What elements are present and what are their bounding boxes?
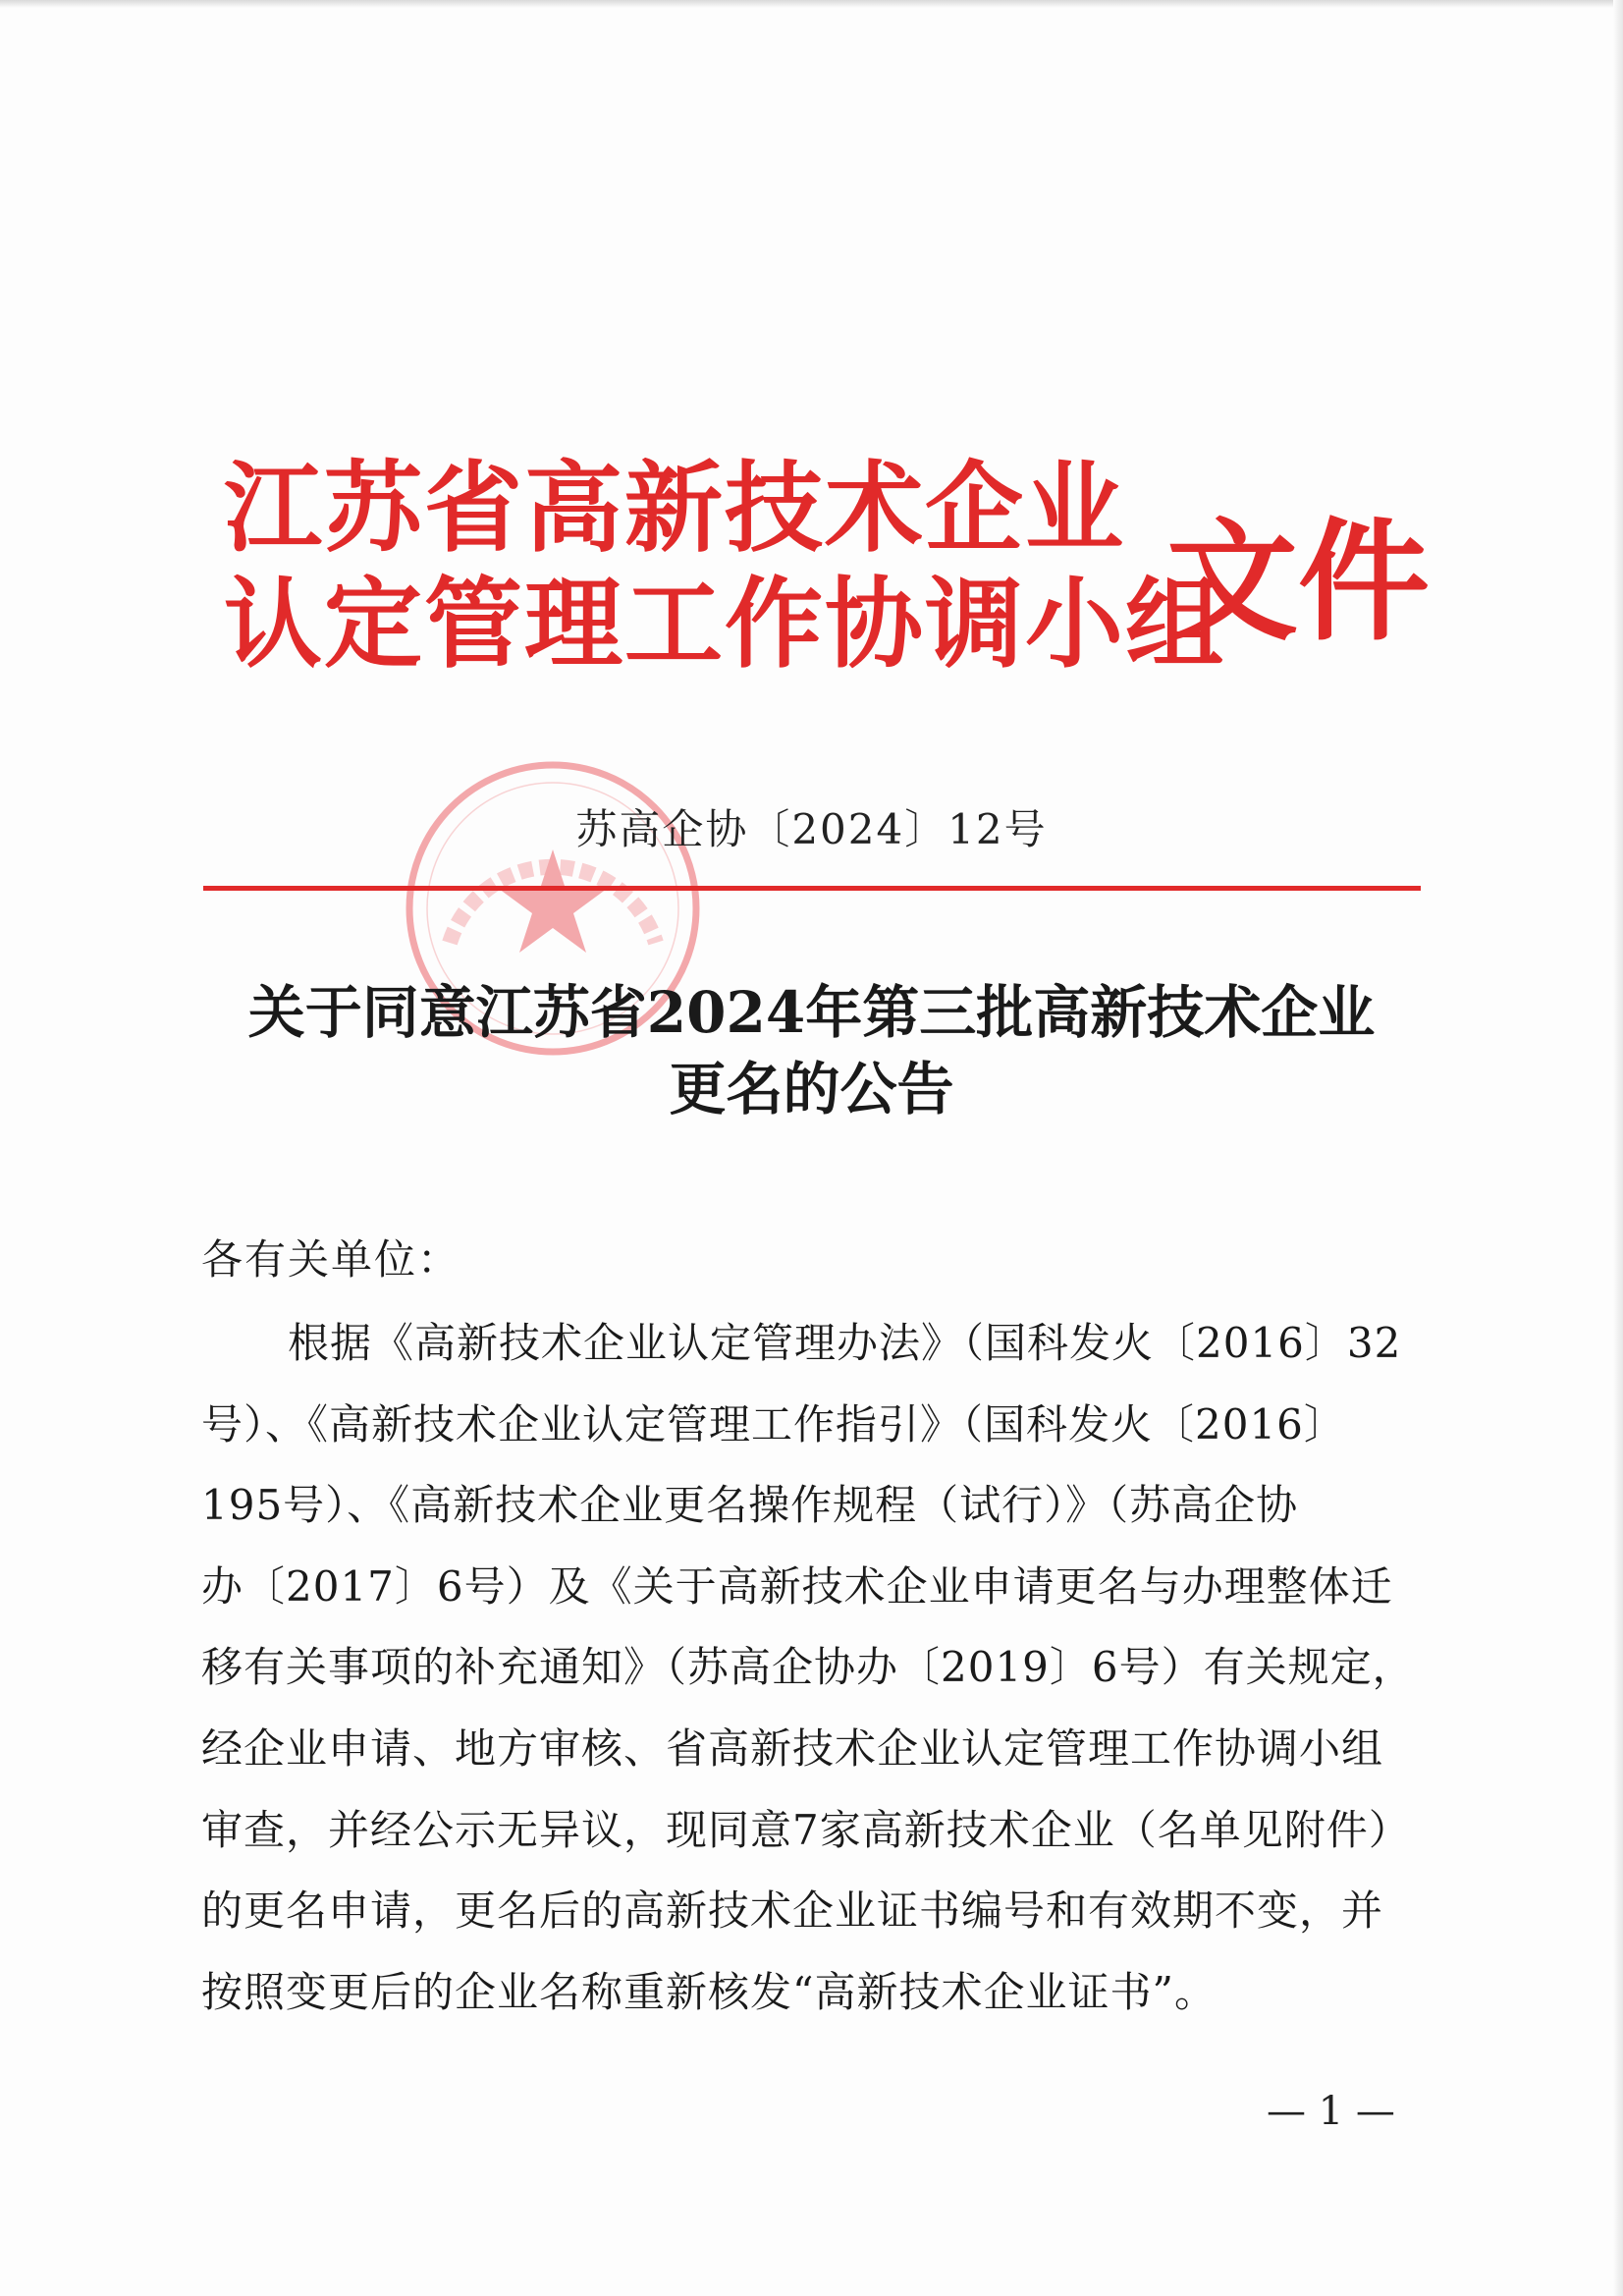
salutation: 各有关单位： <box>201 1235 461 1284</box>
document-title <box>0 974 1623 1127</box>
body-line: 号）、《高新技术企业认定管理工作指引》（国科发火〔2016〕 <box>201 1399 1346 1449</box>
document-word: 文件 <box>1166 506 1431 659</box>
body-line: 办〔2017〕6号）及《关于高新技术企业申请更名与办理整体迁 <box>201 1561 1393 1611</box>
page-number: — 1 — <box>1267 2089 1395 2134</box>
scan-edge-right <box>1613 0 1623 2296</box>
scan-edge-top <box>0 0 1623 8</box>
body-line: 移有关事项的补充通知》（苏高企协办〔2019〕6号）有关规定， <box>201 1643 1415 1692</box>
red-divider <box>203 886 1421 891</box>
body-line: 的更名申请，更名后的高新技术企业证书编号和有效期不变，并 <box>201 1886 1384 1936</box>
body-line: 按照变更后的企业名称重新核发“高新技术企业证书”。 <box>201 1967 1217 2016</box>
document-number: 苏高企协〔2024〕12号 <box>575 805 1048 853</box>
issuer-header <box>224 450 1431 705</box>
body-line: 审查，并经公示无异议，现同意7家高新技术企业（名单见附件） <box>201 1805 1411 1854</box>
issuer-line-1: 江苏省高新技术企业 <box>224 451 1125 566</box>
body-text <box>201 1316 1424 2046</box>
body-line: 根据《高新技术企业认定管理办法》（国科发火〔2016〕32 <box>288 1319 1402 1367</box>
title-line-2: 更名的公告 <box>669 1056 954 1122</box>
issuer-line-2: 认定管理工作协调小组 <box>224 567 1225 682</box>
title-line-1: 关于同意江苏省2024年第三批高新技术企业 <box>247 979 1376 1046</box>
body-line: 经企业申请、地方审核、省高新技术企业认定管理工作协调小组 <box>201 1723 1384 1773</box>
body-line: 195号）、《高新技术企业更名操作规程（试行）》（苏高企协 <box>201 1481 1299 1530</box>
